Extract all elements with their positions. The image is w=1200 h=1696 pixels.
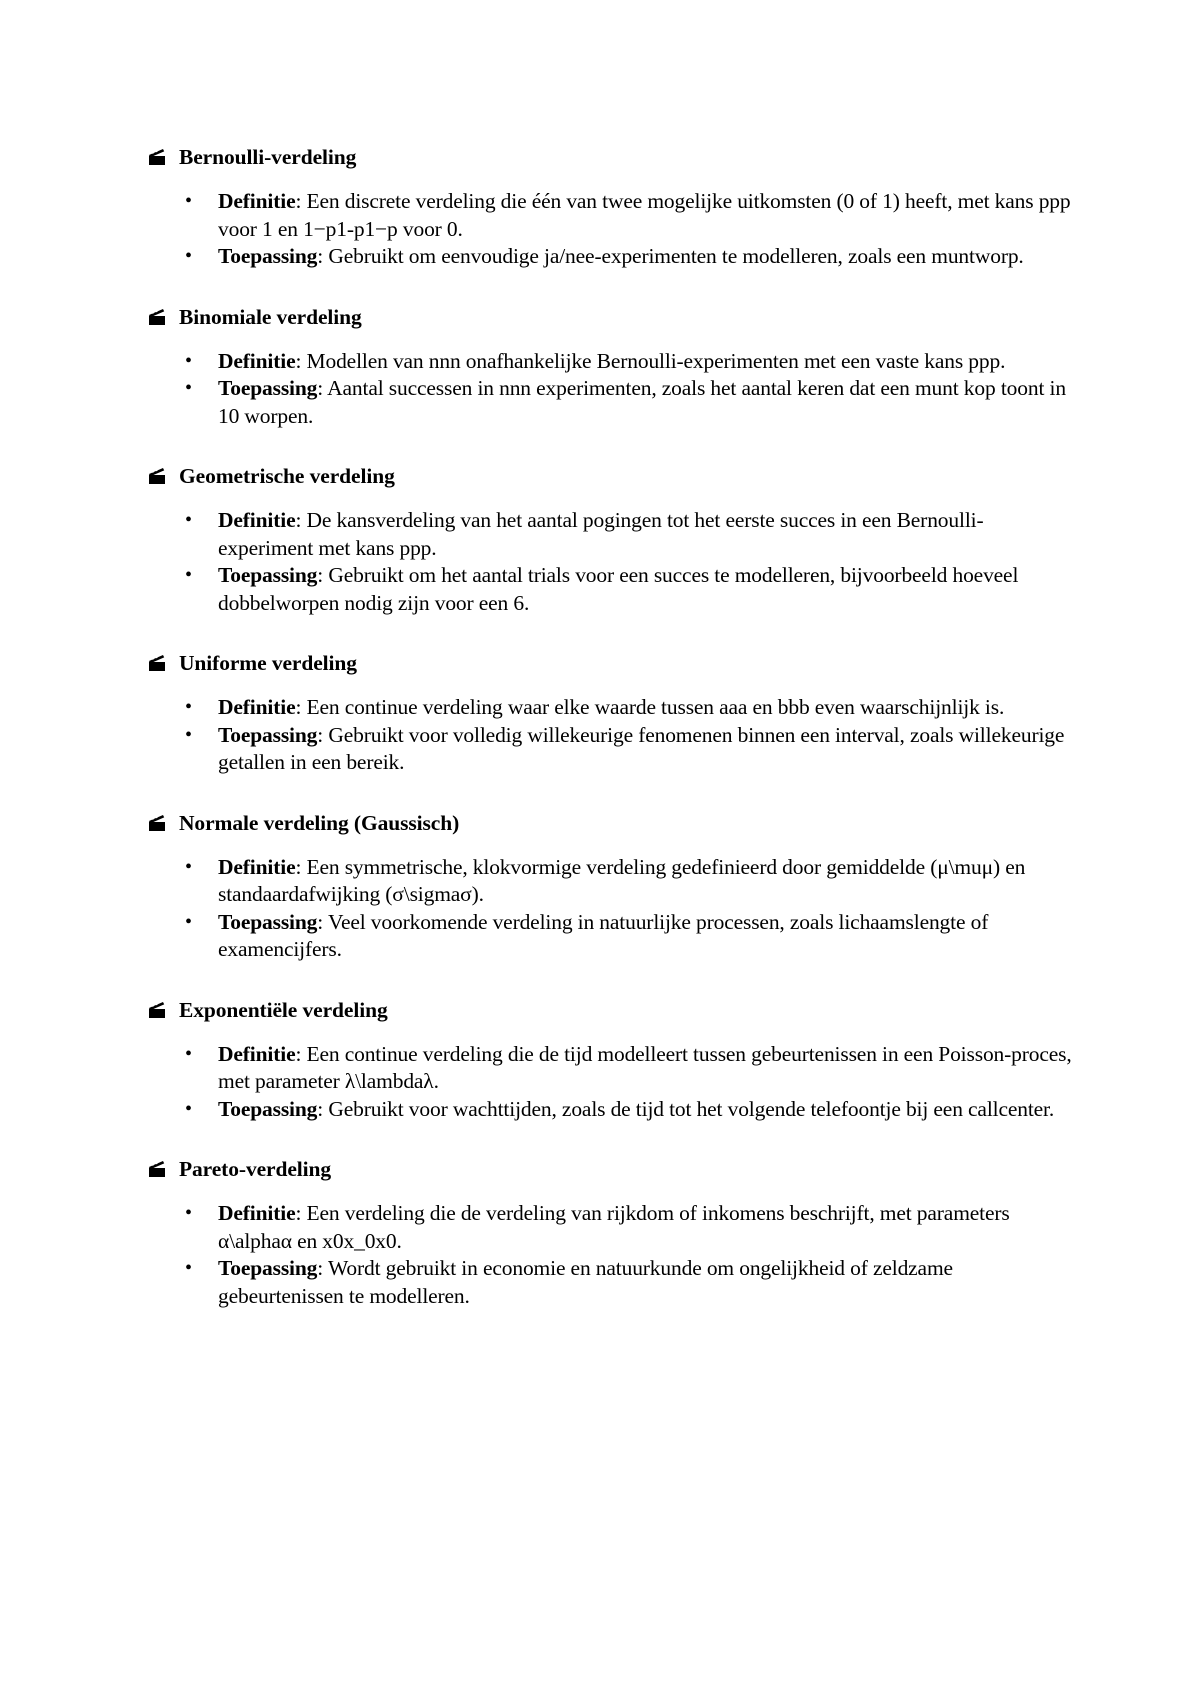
section-uniform [148,648,1078,777]
bullet-icon: • [185,1202,192,1224]
clapperboard-icon [148,1160,166,1178]
section-title: Pareto-verdeling [179,1157,332,1181]
section-pareto [148,1154,1078,1310]
clapperboard-icon [148,654,166,672]
section-normal [148,808,1078,964]
list-item-application [148,375,1078,430]
term-text: : Een verdeling die de verdeling van rijkdom of inkomens beschrijft, met parameters α\alphaα en x0x_0x0. [218,1201,1010,1253]
list-item-definition [148,1041,1078,1096]
term-text: : Een symmetrische, klokvormige verdeling gedefinieerd door gemiddelde (μ\muμ) en standaardafwijking (σ\sigmaσ). [218,854,1026,906]
term-text: : De kansverdeling van het aantal pogingen tot het eerste succes in een Bernoulli-experiment met kans ppp. [218,508,984,560]
section-geometric [148,461,1078,617]
list-item-definition [148,1200,1078,1255]
section-title: Normale verdeling (Gaussisch) [179,810,460,835]
list-item-application [148,909,1078,964]
term-label: Definitie [218,508,296,532]
list-item-definition [148,188,1078,243]
bullet-icon: • [185,910,192,933]
bullet-icon: • [185,696,192,718]
term-label: Toepassing [218,722,318,747]
clapperboard-icon [148,148,166,166]
term-text: : Gebruikt voor wachttijden, zoals de tijd tot het volgende telefoontje bij een callcenter. [317,1096,1055,1121]
section-binomial [148,302,1078,431]
term-label: Definitie [218,854,296,879]
section-title: Binomiale verdeling [179,304,362,329]
bullet-list [148,1200,1078,1310]
bullet-icon: • [185,349,192,372]
bullet-icon: • [185,564,192,586]
bullet-icon: • [185,509,192,531]
section-title: Geometrische verdeling [179,464,395,488]
list-item-application [148,243,1078,271]
term-text: : Gebruikt om het aantal trials voor een succes te modelleren, bijvoorbeeld hoeveel dobbelworpen nodig zijn voor een 6. [218,563,1019,615]
term-label: Toepassing [218,1256,318,1280]
section-heading [148,461,1078,491]
section-heading [148,142,1078,172]
section-title: Exponentiële verdeling [179,997,388,1022]
term-label: Definitie [218,189,296,213]
term-text: : Een continue verdeling die de tijd modelleert tussen gebeurtenissen in een Poisson-proces, met parameter λ\lambdaλ. [218,1041,1072,1093]
list-item-definition [148,348,1078,376]
term-text: : Aantal successen in nnn experimenten, zoals het aantal keren dat een munt kop toont in 10 worpen. [218,376,1066,428]
section-heading [148,302,1078,332]
bullet-icon: • [185,377,192,399]
term-label: Toepassing [218,244,318,268]
bullet-icon: • [185,1042,192,1065]
list-item-application [148,1255,1078,1310]
list-item-application [148,562,1078,617]
term-text: : Een discrete verdeling die één van twee mogelijke uitkomsten (0 of 1) heeft, met kans ppp voor 1 en 1−p1-p1−p voor 0. [218,189,1071,241]
section-heading [148,1154,1078,1184]
bullet-list [148,507,1078,617]
term-text: : Modellen van nnn onafhankelijke Bernoulli-experimenten met een vaste kans ppp. [295,348,1006,373]
bullet-list [148,1041,1078,1124]
term-text: : Wordt gebruikt in economie en natuurkunde om ongelijkheid of zeldzame gebeurtenissen te modelleren. [218,1256,953,1308]
bullet-icon: • [185,190,192,212]
list-item-application [148,722,1078,777]
term-label: Toepassing [218,376,318,400]
bullet-icon: • [185,855,192,878]
term-label: Definitie [218,1201,296,1225]
section-title: Uniforme verdeling [179,651,357,675]
term-text: : Veel voorkomende verdeling in natuurlijke processen, zoals lichaamslengte of examencijfers. [218,909,989,961]
bullet-icon: • [185,245,192,267]
document-content [148,142,1078,1341]
section-exponential [148,995,1078,1124]
term-label: Definitie [218,348,296,373]
term-text: : Een continue verdeling waar elke waarde tussen aaa en bbb even waarschijnlijk is. [295,695,1005,719]
bullet-list [148,694,1078,777]
section-heading [148,808,1078,838]
clapperboard-icon [148,467,166,485]
list-item-definition [148,854,1078,909]
term-label: Definitie [218,1041,296,1066]
term-label: Toepassing [218,909,318,934]
bullet-icon: • [185,1097,192,1120]
bullet-icon: • [185,1257,192,1279]
bullet-icon: • [185,723,192,746]
term-label: Toepassing [218,1096,318,1121]
section-heading [148,995,1078,1025]
term-label: Definitie [218,695,296,719]
clapperboard-icon [148,1001,166,1019]
section-bernoulli [148,142,1078,271]
clapperboard-icon [148,814,166,832]
term-label: Toepassing [218,563,318,587]
list-item-application [148,1096,1078,1124]
clapperboard-icon [148,308,166,326]
bullet-list [148,854,1078,964]
section-title: Bernoulli-verdeling [179,145,357,169]
section-heading [148,648,1078,678]
term-text: : Gebruikt om eenvoudige ja/nee-experimenten te modelleren, zoals een muntworp. [317,244,1024,268]
bullet-list [148,188,1078,271]
term-text: : Gebruikt voor volledig willekeurige fenomenen binnen een interval, zoals willekeurige getallen in een bereik. [218,722,1065,774]
list-item-definition [148,694,1078,722]
bullet-list [148,348,1078,431]
list-item-definition [148,507,1078,562]
